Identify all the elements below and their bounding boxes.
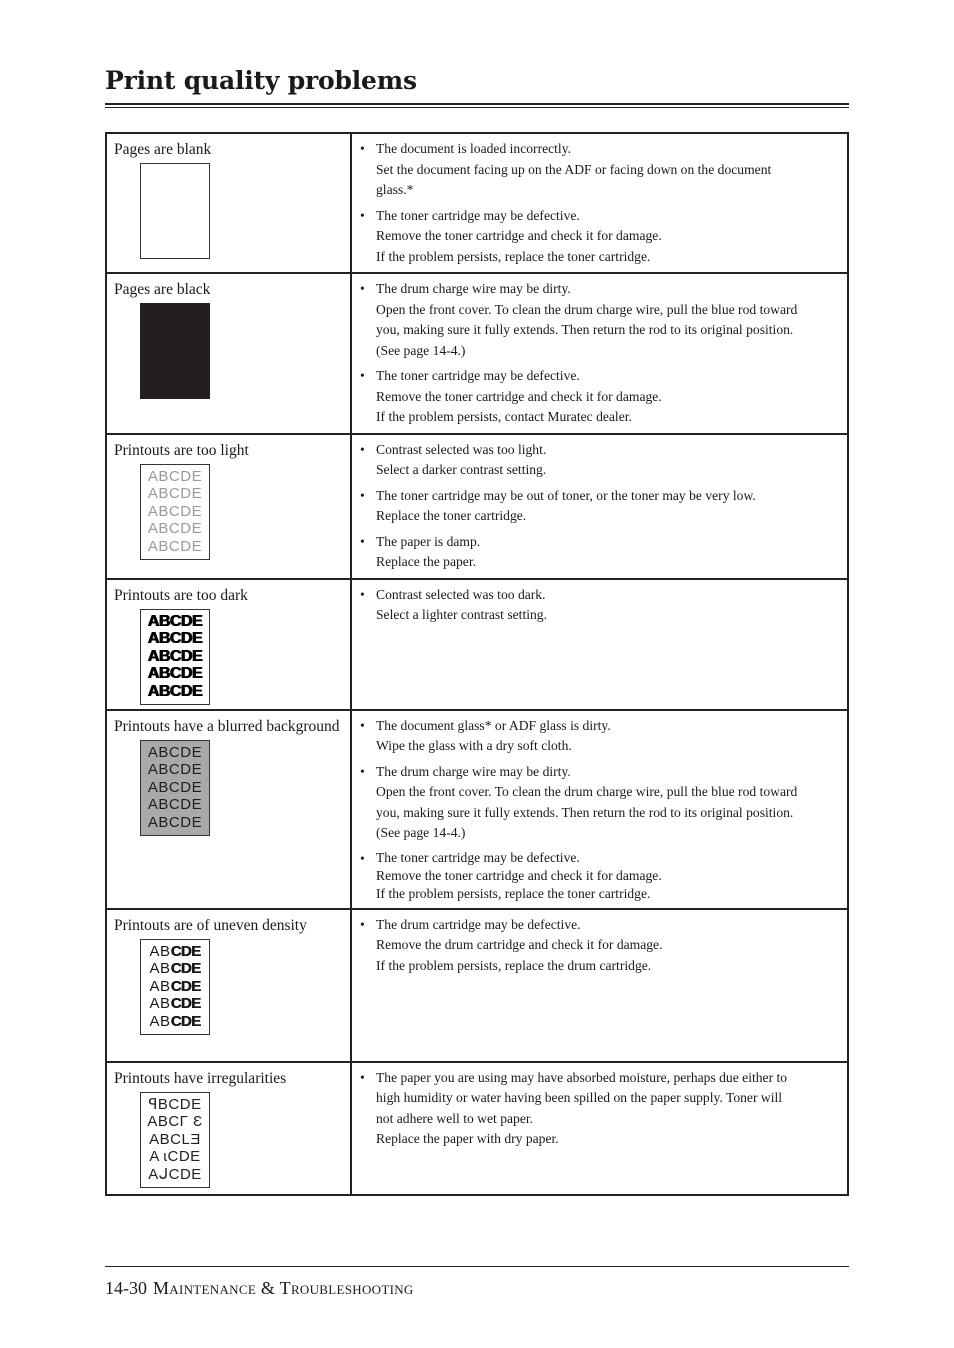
causes-cell [351,434,848,579]
cause-text-line: Contrast selected was too dark. [376,586,546,602]
sample-printout-image [140,464,210,560]
sample-text-light-part: AB [149,995,171,1013]
list-item [358,915,837,977]
symptom-label: Printouts are too light [114,441,249,459]
cause-text-line: not adhere well to wet paper. [376,1110,534,1126]
causes-cell [351,909,848,1062]
bullet-icon: • [360,207,365,223]
sample-text-line: ABCDE [147,813,203,831]
symptom-label: Printouts have a blurred background [114,717,340,735]
symptom-label: Pages are blank [114,141,212,158]
cause-text-line: Wipe the glass with a dry soft cloth. [376,738,572,753]
cause-list [358,915,837,977]
list-item [358,716,837,757]
cause-text-line: The toner cartridge may be defective. [376,849,580,865]
cause-text-line: Select a lighter contrast setting. [376,607,548,622]
sample-text-line: ABCDE [147,761,203,779]
cause-text-line: The paper you are using may have absorbed moisture, perhaps due either to [376,1069,788,1085]
cause-text-line: Replace the toner cartridge. [376,508,527,523]
symptom-cell [106,273,351,434]
sample-text-line: ABCDE [147,467,203,485]
cause-text-line: The toner cartridge may be out of toner, or the toner may be very low. [376,487,756,503]
sample-text-line: A ɩCDE [149,1148,201,1166]
causes-cell [351,1062,848,1195]
cause-text-line: Replace the paper with dry paper. [376,1131,559,1146]
sample-text-line [150,1013,201,1031]
cause-text-line: Open the front cover. To clean the drum charge wire, pull the blue rod toward [376,301,798,317]
symptom-cell [106,133,351,273]
list-item [358,366,837,428]
symptom-label: Pages are black [114,281,211,298]
cause-text-line: Replace the paper. [376,554,477,569]
bullet-icon: • [360,281,365,296]
sample-text-line: ABCDE [147,537,203,555]
sample-text-dark-part: CDE [170,995,201,1013]
table-row [106,710,848,909]
cause-text-line: If the problem persists, replace the drum cartridge. [376,957,652,973]
sample-text-light-part: AB [149,1012,171,1030]
symptom-cell [106,1062,351,1195]
section-name: Maintenance & Troubleshooting [153,1278,414,1298]
sample-printout-image [140,740,210,836]
sample-printout-image [140,609,210,705]
cause-text-line: The drum charge wire may be dirty. [376,281,571,296]
table-row [106,909,848,1062]
cause-text-line: Remove the toner cartridge and check it for damage. [376,867,662,883]
cause-text-line: The document is loaded incorrectly. [376,141,572,156]
sample-text-line [150,995,201,1013]
symptom-cell [106,710,351,909]
cause-text-line: If the problem persists, contact Muratec dealer. [376,409,632,424]
sample-text-line: AᒍCDE [148,1165,202,1183]
list-item [358,139,837,201]
list-item [358,206,837,268]
cause-text-line: Open the front cover. To clean the drum charge wire, pull the blue rod toward [376,784,798,799]
sample-text-line: ABCDE [147,502,203,520]
sample-text-dark-part: CDE [170,977,201,995]
causes-cell [351,273,848,434]
title-rule-thin [105,107,849,108]
sample-printout-image [140,1092,210,1188]
footer-rule [105,1266,849,1267]
cause-text-line: Remove the toner cartridge and check it for damage. [376,388,662,404]
sample-text-line: ABCDE [147,647,203,665]
sample-text-light-part: AB [149,977,171,995]
sample-text-line: ABCDE [147,520,203,538]
sample-printout-image [140,163,210,259]
bullet-icon: • [360,850,365,866]
sample-text-line: ABCDE [147,665,203,683]
table-row [106,579,848,710]
table-row [106,133,848,273]
list-item [358,762,837,844]
cause-list [358,279,837,428]
symptom-label: Printouts are too dark [114,586,248,604]
bullet-icon: • [360,533,365,549]
cause-text-line: Contrast selected was too light. [376,441,547,457]
sample-text-dark-part: CDE [170,1012,201,1030]
sample-text-line: ABCDE [147,612,203,630]
table-row [106,434,848,579]
cause-text-line: The paper is damp. [376,533,481,549]
sample-text-line: ABCDE [147,796,203,814]
page-footer [105,1278,414,1299]
symptom-cell [106,909,351,1062]
causes-cell [351,133,848,273]
sample-text-line: ABCDE [147,485,203,503]
cause-text-line: If the problem persists, replace the toner cartridge. [376,248,651,264]
sample-text-line: ꟼBCDE [148,1095,202,1113]
bullet-icon: • [360,441,365,457]
cause-list [358,440,837,573]
list-item [358,440,837,481]
bullet-icon: • [360,763,365,779]
bullet-icon: • [360,1069,365,1085]
cause-text-line: (See page 14-4.) [376,342,466,358]
sample-text-light-part: AB [149,942,171,960]
cause-text-line: The drum charge wire may be dirty. [376,763,571,779]
cause-text-line: Select a darker contrast setting. [376,462,547,477]
cause-list [358,1068,837,1150]
sample-text-line: ABCDE [147,630,203,648]
causes-cell [351,710,848,909]
symptom-label: Printouts are of uneven density [114,916,307,934]
cause-text-line: The document glass* or ADF glass is dirty. [376,717,611,733]
sample-text-dark-part: CDE [170,960,201,978]
sample-printout-image [140,939,210,1035]
sample-text-line: ABCDE [147,778,203,796]
sample-text-line: ABCDE [147,682,203,700]
list-item [358,1068,837,1150]
sample-text-line [150,960,201,978]
table-row [106,273,848,434]
symptom-cell [106,579,351,710]
list-item [358,532,837,573]
sample-text-line: ABCΓ Ɛ [147,1113,203,1131]
bullet-icon: • [360,916,365,932]
page-title: Print quality problems [105,66,417,95]
cause-text-line: The toner cartridge may be defective. [376,207,580,223]
cause-text-line: Remove the toner cartridge and check it for damage. [376,228,662,243]
cause-text-line: The drum cartridge may be defective. [376,916,581,932]
cause-text-line: you, making sure it fully extends. Then return the rod to its original position. [376,804,794,820]
list-item [358,486,837,527]
sample-text-light-part: AB [149,960,171,978]
list-item [358,585,837,626]
bullet-icon: • [360,717,365,733]
cause-text-line: you, making sure it fully extends. Then return the rod to its original position. [376,322,794,337]
cause-text-line: If the problem persists, replace the toner cartridge. [376,885,651,901]
cause-text-line: Remove the drum cartridge and check it for damage. [376,937,663,952]
causes-cell [351,579,848,710]
title-rule-thick [105,103,849,105]
cause-text-line: Set the document facing up on the ADF or facing down on the document [376,161,772,177]
sample-text-line: ABCLƎ [149,1130,201,1148]
sample-text-line [150,943,201,961]
cause-text-line: high humidity or water having been spilled on the paper supply. Toner will [376,1090,783,1105]
bullet-icon: • [360,141,365,156]
bullet-icon: • [360,586,365,602]
cause-list [358,585,837,626]
cause-text-line: The toner cartridge may be defective. [376,368,580,383]
sample-text-dark-part: CDE [170,942,201,960]
bullet-icon: • [360,368,365,383]
list-item [358,279,837,361]
symptom-label: Printouts have irregularities [114,1069,287,1087]
bullet-icon: • [360,487,365,503]
list-item [358,849,837,903]
page-number: 14-30 [105,1278,147,1298]
sample-text-line: ABCDE [147,743,203,761]
troubleshooting-table [105,132,849,1196]
table-row [106,1062,848,1195]
cause-text-line: (See page 14-4.) [376,825,466,840]
cause-list [358,139,837,267]
sample-text-line [150,978,201,996]
symptom-cell [106,434,351,579]
cause-list [358,716,837,903]
sample-printout-image [140,303,210,399]
cause-text-line: glass.* [376,182,414,197]
